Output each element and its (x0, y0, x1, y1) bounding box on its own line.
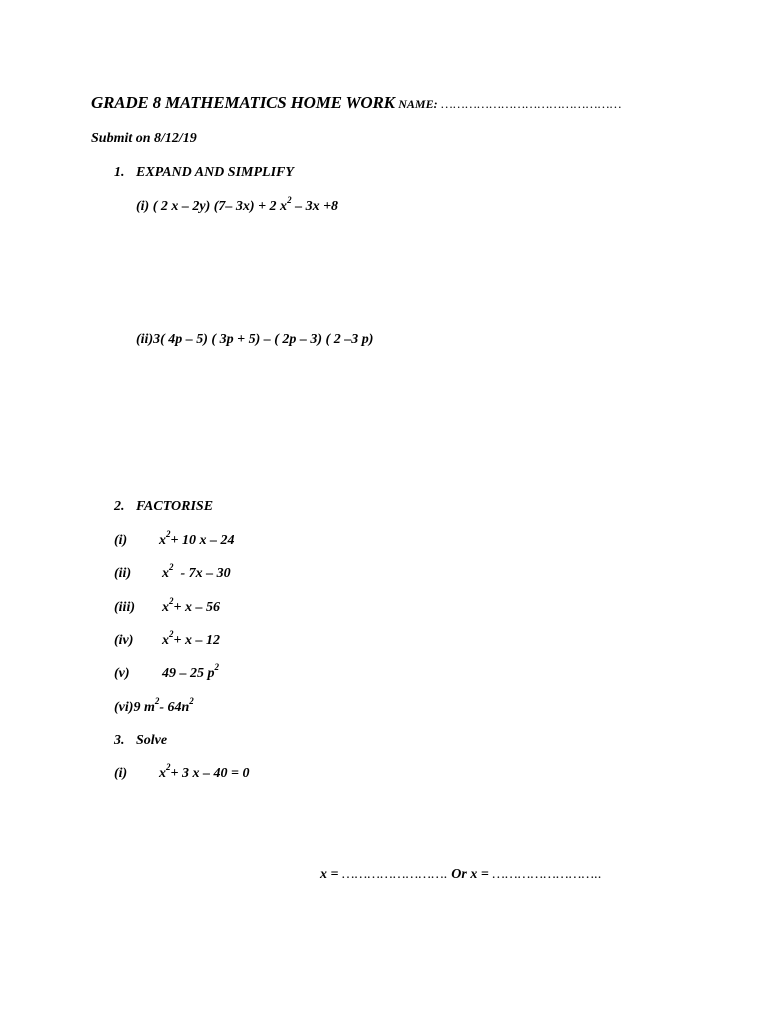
q3-item-1-base: x (159, 766, 166, 781)
q2-item-1-exp: 2 (166, 529, 171, 540)
q2-item-2-exp: 2 (169, 562, 174, 573)
q2-item-3 (114, 596, 220, 617)
name-field[interactable]: ……………………………………… (441, 96, 622, 111)
q3-item-1 (114, 762, 250, 783)
q2-item-1-rest: + 10 x – 24 (170, 533, 235, 548)
q2-item-2 (114, 562, 231, 583)
q1-part-2-expr: 3( 4p – 5) ( 3p + 5) – ( 2p – 3) ( 2 –3 p) (153, 332, 374, 347)
q2-number: 2. (114, 499, 125, 514)
page-title: GRADE 8 MATHEMATICS HOME WORK (91, 93, 395, 112)
q3-item-1-exp: 2 (166, 762, 171, 773)
q1-part-1-expr-b: – 3x +8 (291, 199, 339, 214)
name-label: NAME: (398, 97, 438, 111)
submit-date: Submit on 8/12/19 (91, 131, 197, 146)
q3-heading (114, 732, 167, 750)
q2-item-2-rest: - 7x – 30 (173, 566, 231, 581)
page-title-line (91, 94, 622, 114)
q2-item-6-b: - 64n (159, 700, 190, 715)
q3-answer-line (320, 866, 602, 884)
q2-item-1-label: (i) (114, 533, 128, 548)
q1-number: 1. (114, 165, 125, 180)
q2-item-5 (114, 662, 219, 683)
answer-x-field-1[interactable]: ……………………. (341, 867, 448, 882)
q2-heading (114, 498, 213, 516)
q3-item-1-rest: + 3 x – 40 = 0 (170, 766, 250, 781)
q1-part-1 (136, 195, 339, 216)
q1-part-1-label: (i) (136, 199, 150, 214)
q1-part-2 (136, 331, 373, 349)
q1-part-1-expr-a: ( 2 x – 2y) (7– 3x) + 2 x (152, 199, 288, 214)
q1-part-1-exp: 2 (287, 195, 292, 206)
answer-x-label: x = (320, 867, 339, 882)
q2-item-4 (114, 629, 220, 650)
q2-item-5-exp: 2 (214, 662, 219, 673)
q2-item-5-label: (v) (114, 666, 130, 681)
q1-part-2-label: (ii) (136, 332, 154, 347)
q2-item-4-rest: + x – 12 (173, 633, 220, 648)
q3-number: 3. (114, 733, 125, 748)
q1-title: EXPAND AND SIMPLIFY (136, 165, 294, 180)
q2-item-3-rest: + x – 56 (173, 600, 220, 615)
q2-item-4-base: x (162, 633, 169, 648)
q2-item-5-base: 49 – 25 p (162, 666, 215, 681)
q2-item-3-label: (iii) (114, 600, 135, 615)
q2-item-4-label: (iv) (114, 633, 134, 648)
q3-title: Solve (136, 733, 168, 748)
q2-item-3-exp: 2 (169, 596, 174, 607)
q2-item-4-exp: 2 (169, 629, 174, 640)
q2-item-2-label: (ii) (114, 566, 132, 581)
q2-title: FACTORISE (136, 499, 214, 514)
q2-item-6-label: (vi) (114, 700, 134, 715)
answer-x-field-2[interactable]: …………………….. (492, 867, 602, 882)
q2-item-6 (114, 696, 194, 717)
q2-item-6-a-exp: 2 (154, 696, 160, 707)
q2-item-6-b-exp: 2 (189, 696, 194, 707)
q2-item-1 (114, 529, 235, 550)
q2-item-1-base: x (159, 533, 166, 548)
answer-or-label: Or x = (451, 867, 489, 882)
q3-item-1-label: (i) (114, 766, 128, 781)
q2-item-6-a: 9 m (133, 700, 155, 715)
q2-item-2-base: x (162, 566, 169, 581)
q1-heading (114, 164, 294, 182)
q2-item-3-base: x (162, 600, 169, 615)
